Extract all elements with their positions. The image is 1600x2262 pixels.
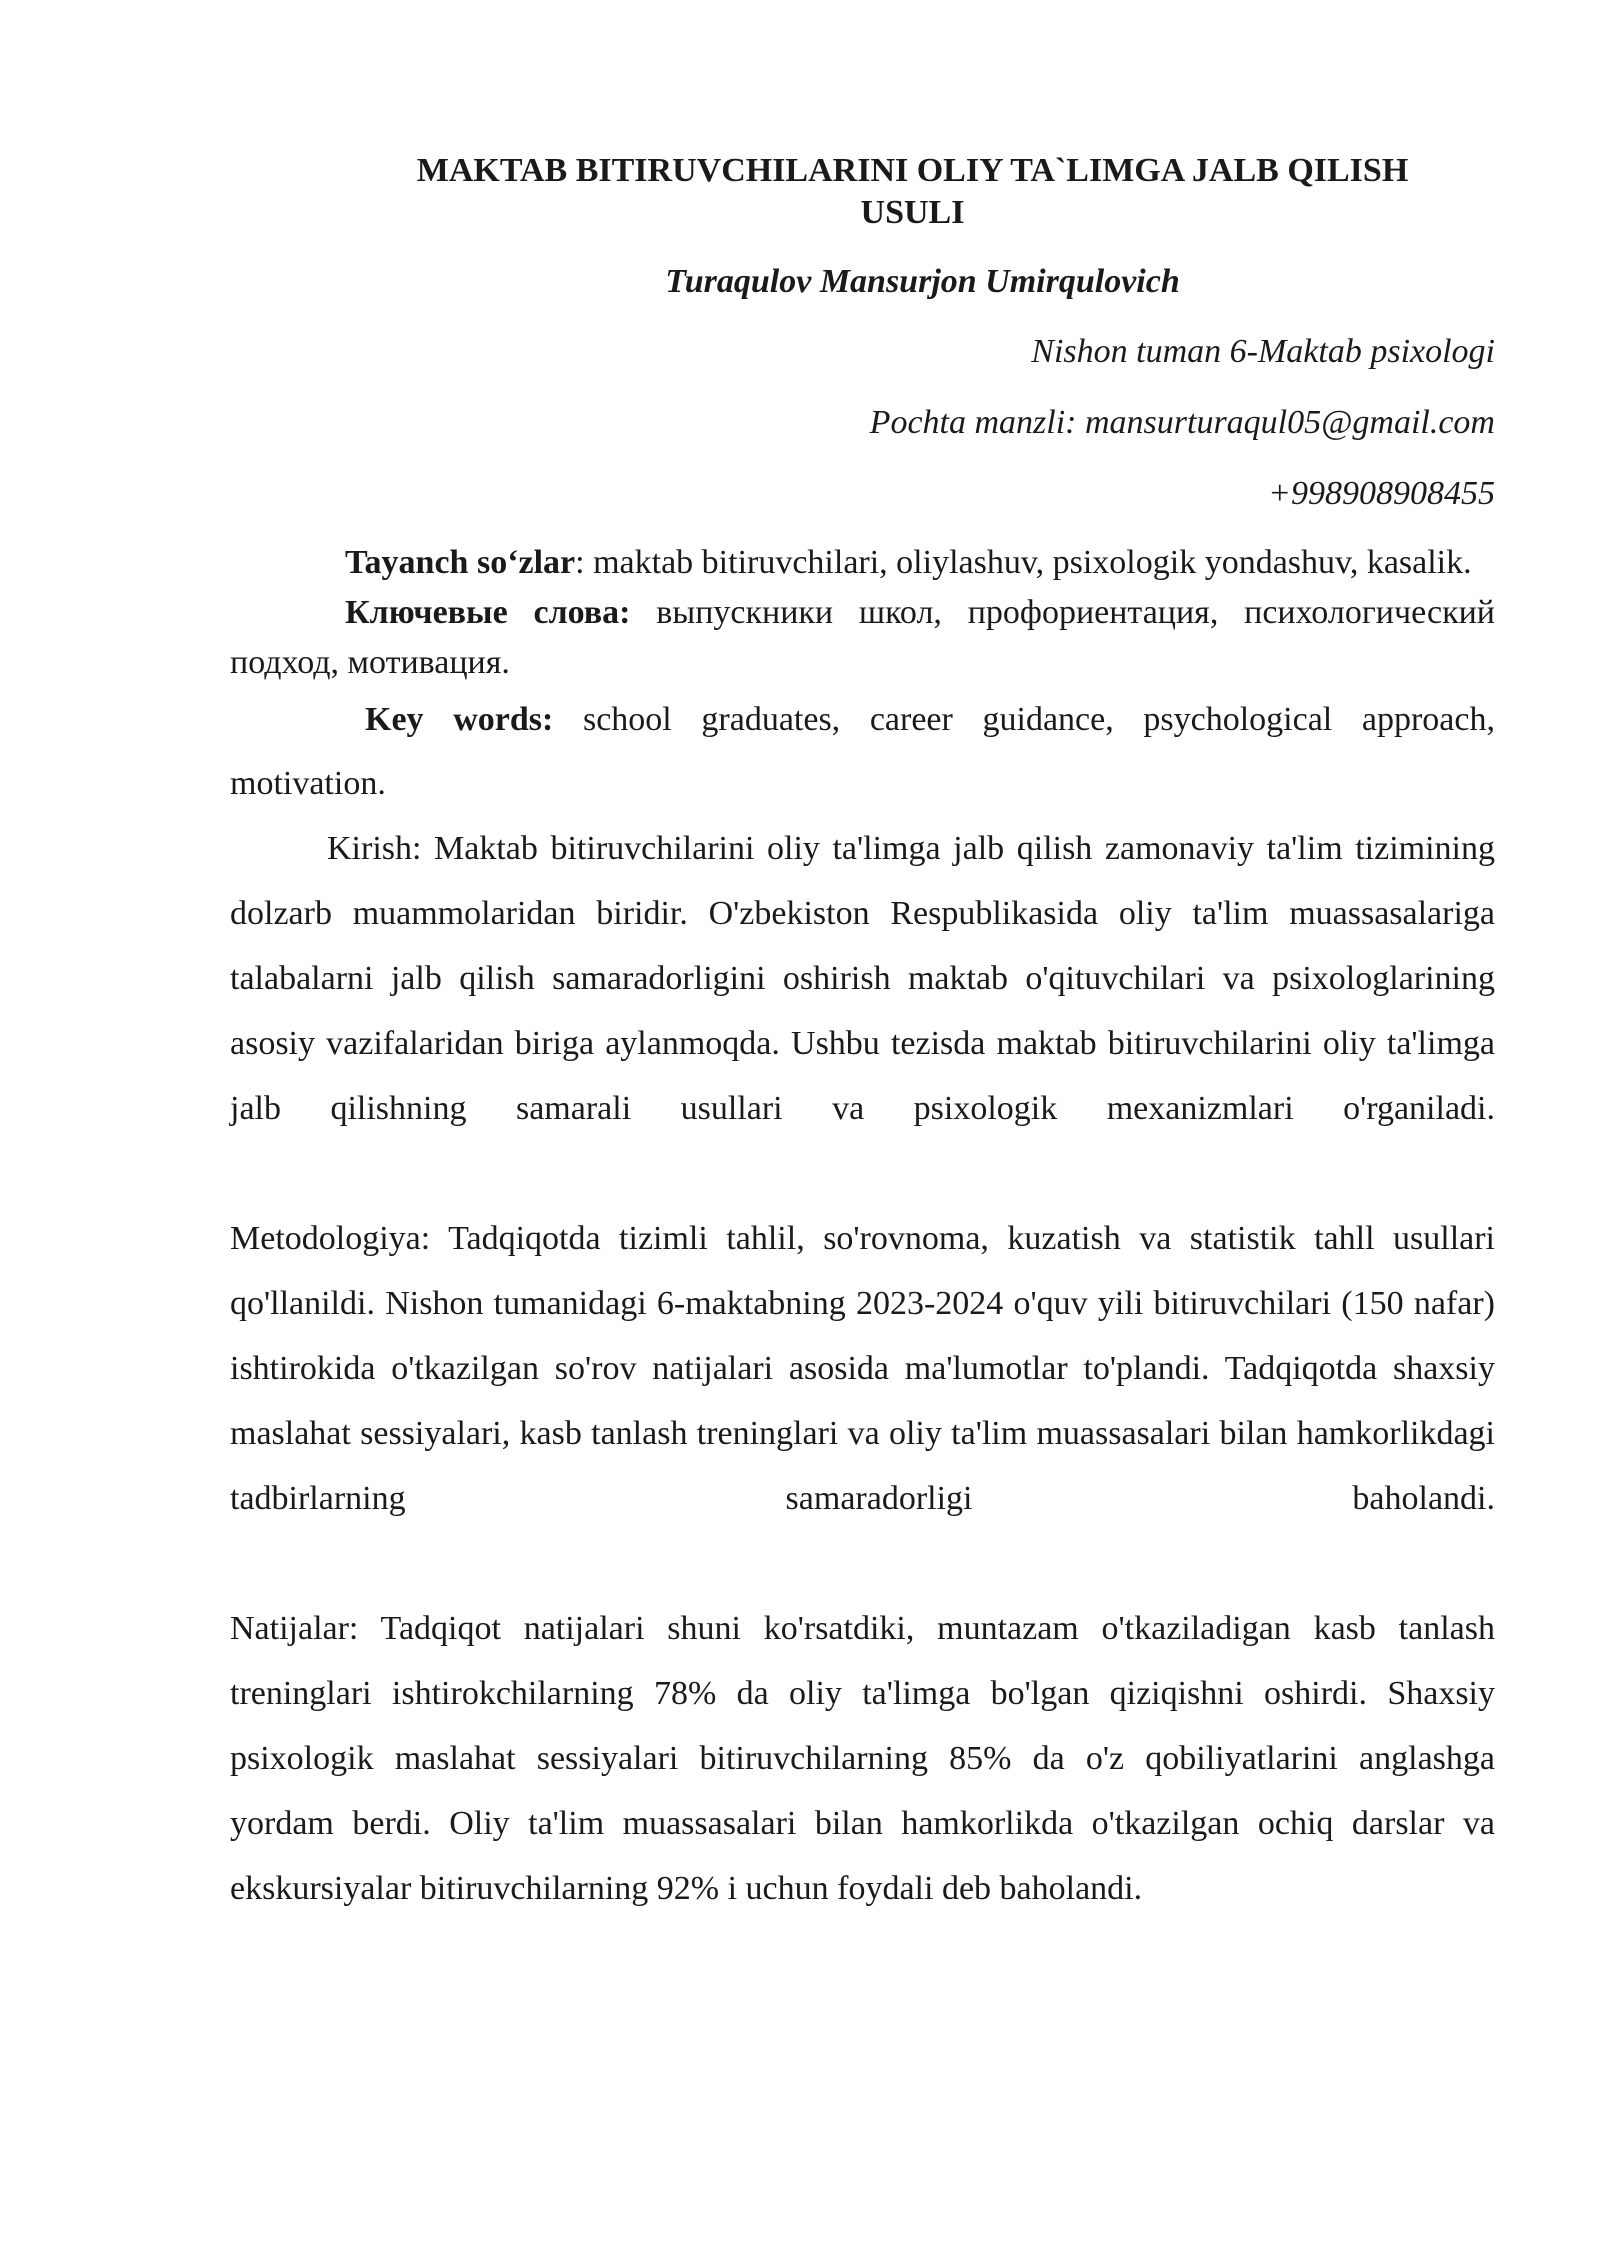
intro-paragraph: Kirish: Maktab bitiruvchilarini oliy ta'limga jalb qilish zamonaviy ta'lim tizimining dolzarb muammolaridan biridir. O'zbekiston Respublikasida oliy ta'lim muassasalariga talabalarni jalb qilish samaradorligini oshirish maktab o'qituvchilari va psixologlarining asosiy vazifalaridan biriga aylanmoqda. Ushbu tezisda maktab bitiruvchilarini oliy ta'limga jalb qilishning samarali usullari va psixologik mexanizmlari o'rganiladi. (230, 830, 1495, 1127)
keywords-uz-label: Tayanch so‘zlar (345, 544, 576, 581)
section-spacer (230, 1531, 1495, 1596)
keywords-ru-label: Ключевые слова: (345, 594, 631, 631)
keywords-en-text: school graduates, career guidance, psychological approach, motivation. (230, 701, 1495, 802)
author-affiliation: Nishon tuman 6-Maktab psixologi (1031, 333, 1495, 370)
author-email: Pochta manzli: mansurturaqul05@gmail.com (869, 404, 1495, 441)
keywords-en-label: Key words: (365, 701, 554, 738)
section-spacer (230, 1141, 1495, 1206)
keywords-en (230, 688, 1495, 816)
methodology-paragraph: Metodologiya: Tadqiqotda tizimli tahlil, so'rovnoma, kuzatish va statistik tahll usullari qo'llanildi. Nishon tumanidagi 6-maktabning 2023-2024 o'quv yili bitiruvchilari (150 nafar) ishtirokida o'tkazilgan so'rov natijalari asosida ma'lumotlar to'plandi. Tadqiqotda shaxsiy maslahat sessiyalari, kasb tanlash treninglari va oliy ta'lim muassasalari bilan hamkorlikdagi tadbirlarning samaradorligi baholandi. (230, 1220, 1495, 1517)
paper-title: MAKTAB BITIRUVCHILARINI OLIY TA`LIMGA JALB QILISH USULI (416, 152, 1409, 231)
keywords-ru-text: выпускники школ, профориентация, психологический подход, мотивация. (230, 594, 1496, 681)
author-phone: +998908908455 (1268, 475, 1495, 512)
results-paragraph: Natijalar: Tadqiqot natijalari shuni ko'rsatdiki, muntazam o'tkaziladigan kasb tanlash treninglari ishtirokchilarning 78% da oliy ta'limga bo'lgan qiziqishni oshirdi. Shaxsiy psixologik maslahat sessiyalari bitiruvchilarning 85% da o'z qobiliyatlarini anglashga yordam berdi. Oliy ta'lim muassasalari bilan hamkorlikda o'tkazilgan ochiq darslar va ekskursiyalar bitiruvchilarning 92% i uchun foydali deb baholandi. (230, 1610, 1495, 1907)
document-page (230, 150, 1495, 1921)
keywords-ru (230, 588, 1495, 688)
keywords-uz (230, 538, 1495, 588)
keywords-uz-text: : maktab bitiruvchilari, oliylashuv, psixologik yondashuv, kasalik. (575, 544, 1472, 581)
author-name: Turaqulov Mansurjon Umirqulovich (665, 263, 1180, 300)
